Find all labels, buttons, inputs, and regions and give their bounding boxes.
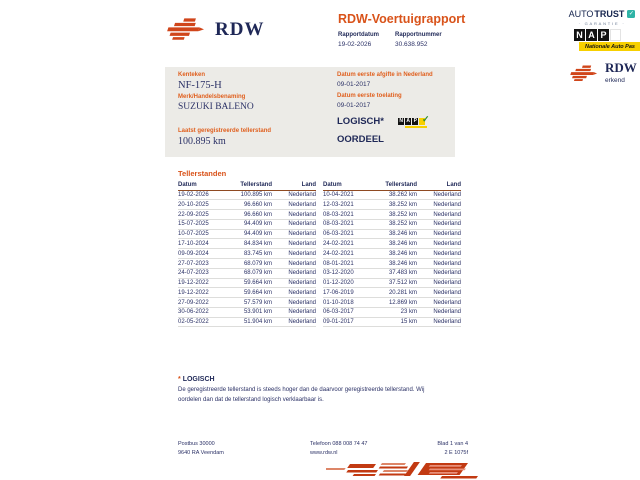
column-header-datum: Datum — [323, 182, 342, 188]
cell-tellerstand: 94.409 km — [243, 231, 272, 238]
cell-land: Nederland — [433, 201, 461, 208]
cell-tellerstand: 38.246 km — [388, 241, 417, 247]
table-row — [323, 308, 461, 318]
cell-tellerstand: 12.869 km — [388, 299, 417, 306]
cell-tellerstand: 38.252 km — [388, 211, 417, 218]
cell-land: Nederland — [288, 250, 316, 257]
nap-letter-a: A — [586, 29, 597, 41]
footnote-text: De geregistreerde tellerstand is steeds hoger dan de daarvoor geregistreerde tellerstand. Wij oordelen dan dat de tellerstand logisch verklaarbaar is. — [178, 387, 425, 403]
cell-land: Nederland — [433, 231, 461, 238]
toelating-field — [337, 93, 402, 109]
table-row — [178, 220, 316, 230]
cell-tellerstand: 57.579 km — [243, 299, 272, 306]
footer-form-code: 2 E 1075f — [444, 450, 468, 456]
cell-tellerstand: 37.483 km — [388, 270, 417, 277]
footer-contact — [310, 440, 406, 458]
cell-land: Nederland — [288, 241, 316, 247]
merk-label: Merk/Handelsbenaming — [178, 94, 246, 100]
tellerstanden-heading: Tellerstanden — [178, 169, 227, 178]
table-row — [178, 279, 316, 289]
footer-address-line1: Postbus 30000 — [178, 441, 215, 447]
cell-land: Nederland — [433, 309, 461, 316]
cell-land: Nederland — [288, 319, 316, 326]
cell-tellerstand: 23 km — [400, 309, 417, 316]
table-row — [178, 200, 316, 210]
cell-tellerstand: 15 km — [400, 319, 417, 326]
table-row — [323, 230, 461, 240]
table-row — [178, 308, 316, 318]
report-date-value: 19-02-2026 — [338, 40, 372, 48]
nap-blank-square — [610, 29, 621, 41]
footer-page-number: Blad 1 van 4 — [437, 441, 468, 447]
cell-tellerstand: 53.901 km — [243, 309, 272, 316]
rdw-logo — [164, 16, 264, 44]
table-row — [323, 318, 461, 328]
nap-banner: Nationale Auto Pas — [579, 42, 640, 51]
laatste-tellerstand-field — [178, 128, 271, 147]
column-header-land: Land — [446, 182, 461, 188]
table-row — [323, 191, 461, 201]
nap-letter-p: P — [598, 29, 609, 41]
cell-datum: 01-10-2018 — [323, 299, 354, 306]
cell-datum: 24-02-2021 — [323, 250, 354, 257]
cell-land: Nederland — [433, 270, 461, 277]
page-footer — [178, 440, 468, 458]
nap-logo — [574, 29, 640, 51]
kenteken-label: Kenteken — [178, 72, 206, 78]
cell-datum: 08-01-2021 — [323, 260, 354, 267]
tellerstanden-section — [178, 169, 461, 327]
rdw-wordmark: RDW — [215, 19, 265, 40]
rdw-erkend-wordmark: RDW — [605, 60, 637, 75]
cell-land: Nederland — [288, 289, 316, 296]
cell-tellerstand: 38.246 km — [388, 250, 417, 257]
cell-datum: 15-07-2025 — [178, 221, 209, 228]
cell-tellerstand: 38.252 km — [388, 201, 417, 208]
cell-tellerstand: 51.904 km — [243, 319, 272, 326]
oordeel-value: LOGISCH* — [337, 116, 384, 127]
rdw-erkend-bird-icon — [568, 63, 600, 85]
table-row — [178, 269, 316, 279]
cell-land: Nederland — [433, 319, 461, 326]
cell-tellerstand: 38.246 km — [388, 231, 417, 238]
table-row — [323, 210, 461, 220]
nap-mini-a: A — [406, 118, 411, 124]
table-row — [323, 200, 461, 210]
tellerstanden-table-left — [178, 182, 316, 327]
table-row — [323, 279, 461, 289]
table-row — [178, 298, 316, 308]
cell-land: Nederland — [433, 241, 461, 247]
nap-mini-p: P — [413, 118, 417, 124]
cell-tellerstand: 100.895 km — [240, 192, 272, 199]
cell-tellerstand: 38.262 km — [388, 192, 417, 199]
footer-address-line2: 9640 RA Veendam — [178, 450, 224, 456]
toelating-label: Datum eerste toelating — [337, 93, 402, 99]
nap-mini-n: N — [399, 118, 404, 124]
cell-tellerstand: 68.079 km — [243, 260, 272, 267]
cell-tellerstand: 59.664 km — [243, 289, 272, 296]
kenteken-value: NF-175-H — [178, 80, 222, 91]
table-row — [178, 230, 316, 240]
rdw-erkend-logo — [568, 60, 637, 85]
cell-land: Nederland — [433, 211, 461, 218]
tellerstanden-table-right — [323, 182, 461, 327]
autotrust-text-trust: TRUST — [594, 9, 625, 19]
cell-datum: 06-03-2021 — [323, 231, 354, 238]
table-row — [323, 269, 461, 279]
cell-datum: 01-12-2020 — [323, 280, 354, 287]
table-row — [178, 191, 316, 201]
column-header-tellerstand: Tellerstand — [240, 182, 272, 188]
cell-land: Nederland — [288, 280, 316, 287]
rdw-bird-icon — [164, 16, 208, 44]
cell-datum: 10-04-2021 — [323, 192, 354, 199]
table-row — [323, 220, 461, 230]
column-header-tellerstand: Tellerstand — [385, 182, 417, 188]
table-row — [323, 288, 461, 298]
table-row — [178, 249, 316, 259]
report-date-field — [338, 32, 379, 48]
cell-land: Nederland — [288, 309, 316, 316]
cell-tellerstand: 83.745 km — [243, 250, 272, 257]
cell-land: Nederland — [433, 250, 461, 257]
cell-tellerstand: 38.252 km — [388, 221, 417, 228]
cell-datum: 09-09-2024 — [178, 250, 209, 257]
table-header — [178, 182, 316, 191]
afgifte-label: Datum eerste afgifte in Nederland — [337, 72, 433, 78]
cell-land: Nederland — [288, 192, 316, 199]
cell-land: Nederland — [433, 192, 461, 199]
table-row — [178, 210, 316, 220]
cell-datum: 17-10-2024 — [178, 241, 209, 247]
oordeel-label: OORDEEL — [337, 134, 384, 145]
cell-datum: 17-06-2019 — [323, 289, 354, 296]
table-header — [323, 182, 461, 191]
table-row — [178, 259, 316, 269]
cell-tellerstand: 38.246 km — [388, 260, 417, 267]
cell-datum: 02-05-2022 — [178, 319, 209, 326]
footer-website-link[interactable]: www.rdw.nl — [310, 450, 338, 456]
cell-datum: 06-03-2017 — [323, 309, 354, 316]
cell-datum: 03-12-2020 — [323, 270, 354, 277]
cell-tellerstand: 84.834 km — [243, 241, 272, 247]
merk-field — [178, 94, 254, 112]
cell-land: Nederland — [433, 299, 461, 306]
cell-land: Nederland — [433, 260, 461, 267]
column-header-land: Land — [301, 182, 316, 188]
cell-land: Nederland — [288, 211, 316, 218]
cell-tellerstand: 68.079 km — [243, 270, 272, 277]
nap-letter-n: N — [574, 29, 585, 41]
green-check-icon: ✓ — [421, 114, 430, 124]
cell-land: Nederland — [433, 289, 461, 296]
cell-datum: 27-09-2022 — [178, 299, 209, 306]
cell-datum: 12-03-2021 — [323, 201, 354, 208]
footnote-asterisk: * — [178, 376, 181, 383]
vehicle-summary-panel — [165, 67, 455, 157]
report-number-label: Rapportnummer — [395, 32, 442, 38]
autotrust-check-icon: ✓ — [628, 11, 634, 17]
table-row — [323, 298, 461, 308]
cell-datum: 08-03-2021 — [323, 221, 354, 228]
page-title: RDW-Voertuigrapport — [338, 12, 466, 26]
footnote-title: LOGISCH — [182, 376, 215, 383]
oordeel-field — [337, 114, 430, 145]
kenteken-field — [178, 72, 222, 91]
autotrust-text-auto: AUTO — [568, 9, 594, 19]
cell-land: Nederland — [288, 299, 316, 306]
toelating-value: 09-01-2017 — [337, 101, 371, 109]
cell-datum: 19-12-2022 — [178, 289, 209, 296]
table-row — [323, 259, 461, 269]
cell-datum: 20-10-2025 — [178, 201, 209, 208]
report-header — [338, 12, 465, 48]
footer-phone: Telefoon 088 008 74 47 — [310, 441, 368, 447]
rdw-erkend-label: erkend — [605, 77, 625, 84]
cell-datum: 19-12-2022 — [178, 280, 209, 287]
cell-datum: 19-02-2026 — [178, 192, 209, 199]
report-number-field — [395, 32, 442, 48]
report-number-value: 30.638.952 — [395, 40, 428, 48]
afgifte-field — [337, 72, 433, 88]
cell-datum: 30-06-2022 — [178, 309, 209, 316]
cell-datum: 08-03-2021 — [323, 211, 354, 218]
cell-datum: 09-01-2017 — [323, 319, 354, 326]
cell-tellerstand: 59.664 km — [243, 280, 272, 287]
autotrust-subtitle: · GARANTIE · — [578, 21, 626, 26]
footer-paging — [406, 440, 468, 458]
cell-datum: 10-07-2025 — [178, 231, 209, 238]
report-date-label: Rapportdatum — [338, 32, 379, 38]
cell-land: Nederland — [288, 201, 316, 208]
footer-address — [178, 440, 310, 458]
cell-land: Nederland — [288, 260, 316, 267]
nap-check-icon — [398, 114, 430, 125]
cell-land: Nederland — [288, 221, 316, 228]
column-header-datum: Datum — [178, 182, 197, 188]
cell-tellerstand: 96.660 km — [243, 201, 272, 208]
table-row — [323, 249, 461, 259]
laatste-tellerstand-value: 100.895 km — [178, 136, 226, 147]
autotrust-logo — [562, 9, 640, 26]
afgifte-value: 09-01-2017 — [337, 80, 371, 88]
footnote-logisch — [178, 376, 446, 405]
laatste-tellerstand-label: Laatst geregistreerde tellerstand — [178, 128, 272, 134]
speed-stripes-graphic — [326, 459, 496, 480]
cell-land: Nederland — [288, 231, 316, 238]
cell-datum: 22-09-2025 — [178, 211, 209, 218]
cell-land: Nederland — [288, 270, 316, 277]
cell-datum: 24-07-2023 — [178, 270, 209, 277]
table-row — [323, 239, 461, 249]
cell-land: Nederland — [433, 221, 461, 228]
table-row — [178, 239, 316, 249]
cell-tellerstand: 37.512 km — [388, 280, 417, 287]
cell-tellerstand: 20.281 km — [388, 289, 417, 296]
cell-datum: 27-07-2023 — [178, 260, 209, 267]
cell-tellerstand: 94.409 km — [243, 221, 272, 228]
cell-tellerstand: 96.660 km — [243, 211, 272, 218]
merk-value: SUZUKI BALENO — [178, 102, 254, 112]
cell-land: Nederland — [433, 280, 461, 287]
cell-datum: 24-02-2021 — [323, 241, 354, 247]
nap-mini-bar — [405, 126, 427, 129]
table-row — [178, 288, 316, 298]
table-row — [178, 318, 316, 328]
